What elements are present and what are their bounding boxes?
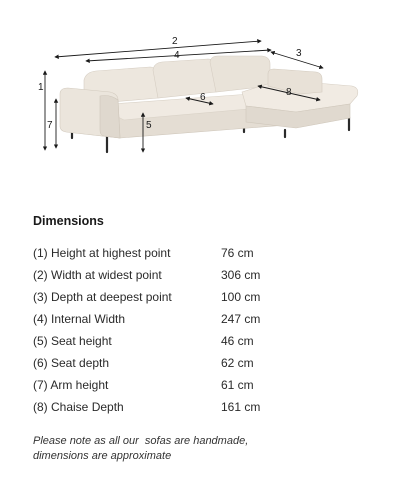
sofa-dimension-diagram xyxy=(0,0,400,200)
dimension-row-label: (3) Depth at deepest point xyxy=(33,290,172,304)
dimension-row-height xyxy=(33,244,373,266)
dimension-row-label: (8) Chaise Depth xyxy=(33,400,124,414)
dimension-label-3: 3 xyxy=(296,48,302,59)
dimension-row-chaise-depth xyxy=(33,398,373,420)
note-line: Please note as all our sofas are handmade, xyxy=(33,435,249,447)
dimension-row-value: 247 cm xyxy=(221,312,261,326)
dimension-label-6: 6 xyxy=(200,92,206,103)
dimension-row-label: (2) Width at widest point xyxy=(33,268,162,282)
dimension-row-value: 61 cm xyxy=(221,378,254,392)
dimension-row-depth xyxy=(33,288,373,310)
dimension-label-5: 5 xyxy=(146,120,152,131)
dimension-row-arm-height xyxy=(33,376,373,398)
dimension-row-width xyxy=(33,266,373,288)
dimension-label-8: 8 xyxy=(286,87,292,98)
dimension-row-value: 100 cm xyxy=(221,290,261,304)
dimension-row-value: 306 cm xyxy=(221,268,261,282)
dimension-label-1: 1 xyxy=(38,82,44,93)
note-line: dimensions are approximate xyxy=(33,450,172,462)
dimension-row-seat-height xyxy=(33,332,373,354)
dimension-row-value: 46 cm xyxy=(221,334,254,348)
dimension-row-label: (7) Arm height xyxy=(33,378,109,392)
dimension-label-7: 7 xyxy=(47,120,53,131)
back-cushion-middle xyxy=(153,59,216,98)
dimensions-heading: Dimensions xyxy=(33,214,104,228)
dimension-row-label: (1) Height at highest point xyxy=(33,246,171,260)
left-armrest-front xyxy=(100,96,120,139)
dimension-label-2: 2 xyxy=(172,36,178,47)
dimension-row-label: (5) Seat height xyxy=(33,334,112,348)
dimension-row-value: 62 cm xyxy=(221,356,254,370)
dimensions-list xyxy=(33,244,373,420)
dimension-row-internal-width xyxy=(33,310,373,332)
dimension-row-value: 161 cm xyxy=(221,400,261,414)
dimension-label-4: 4 xyxy=(174,50,180,61)
dimension-row-value: 76 cm xyxy=(221,246,254,260)
handmade-note xyxy=(33,434,373,464)
dimension-row-label: (6) Seat depth xyxy=(33,356,110,370)
dimension-row-label: (4) Internal Width xyxy=(33,312,126,326)
sofa-illustration xyxy=(0,0,400,200)
dimension-row-seat-depth xyxy=(33,354,373,376)
